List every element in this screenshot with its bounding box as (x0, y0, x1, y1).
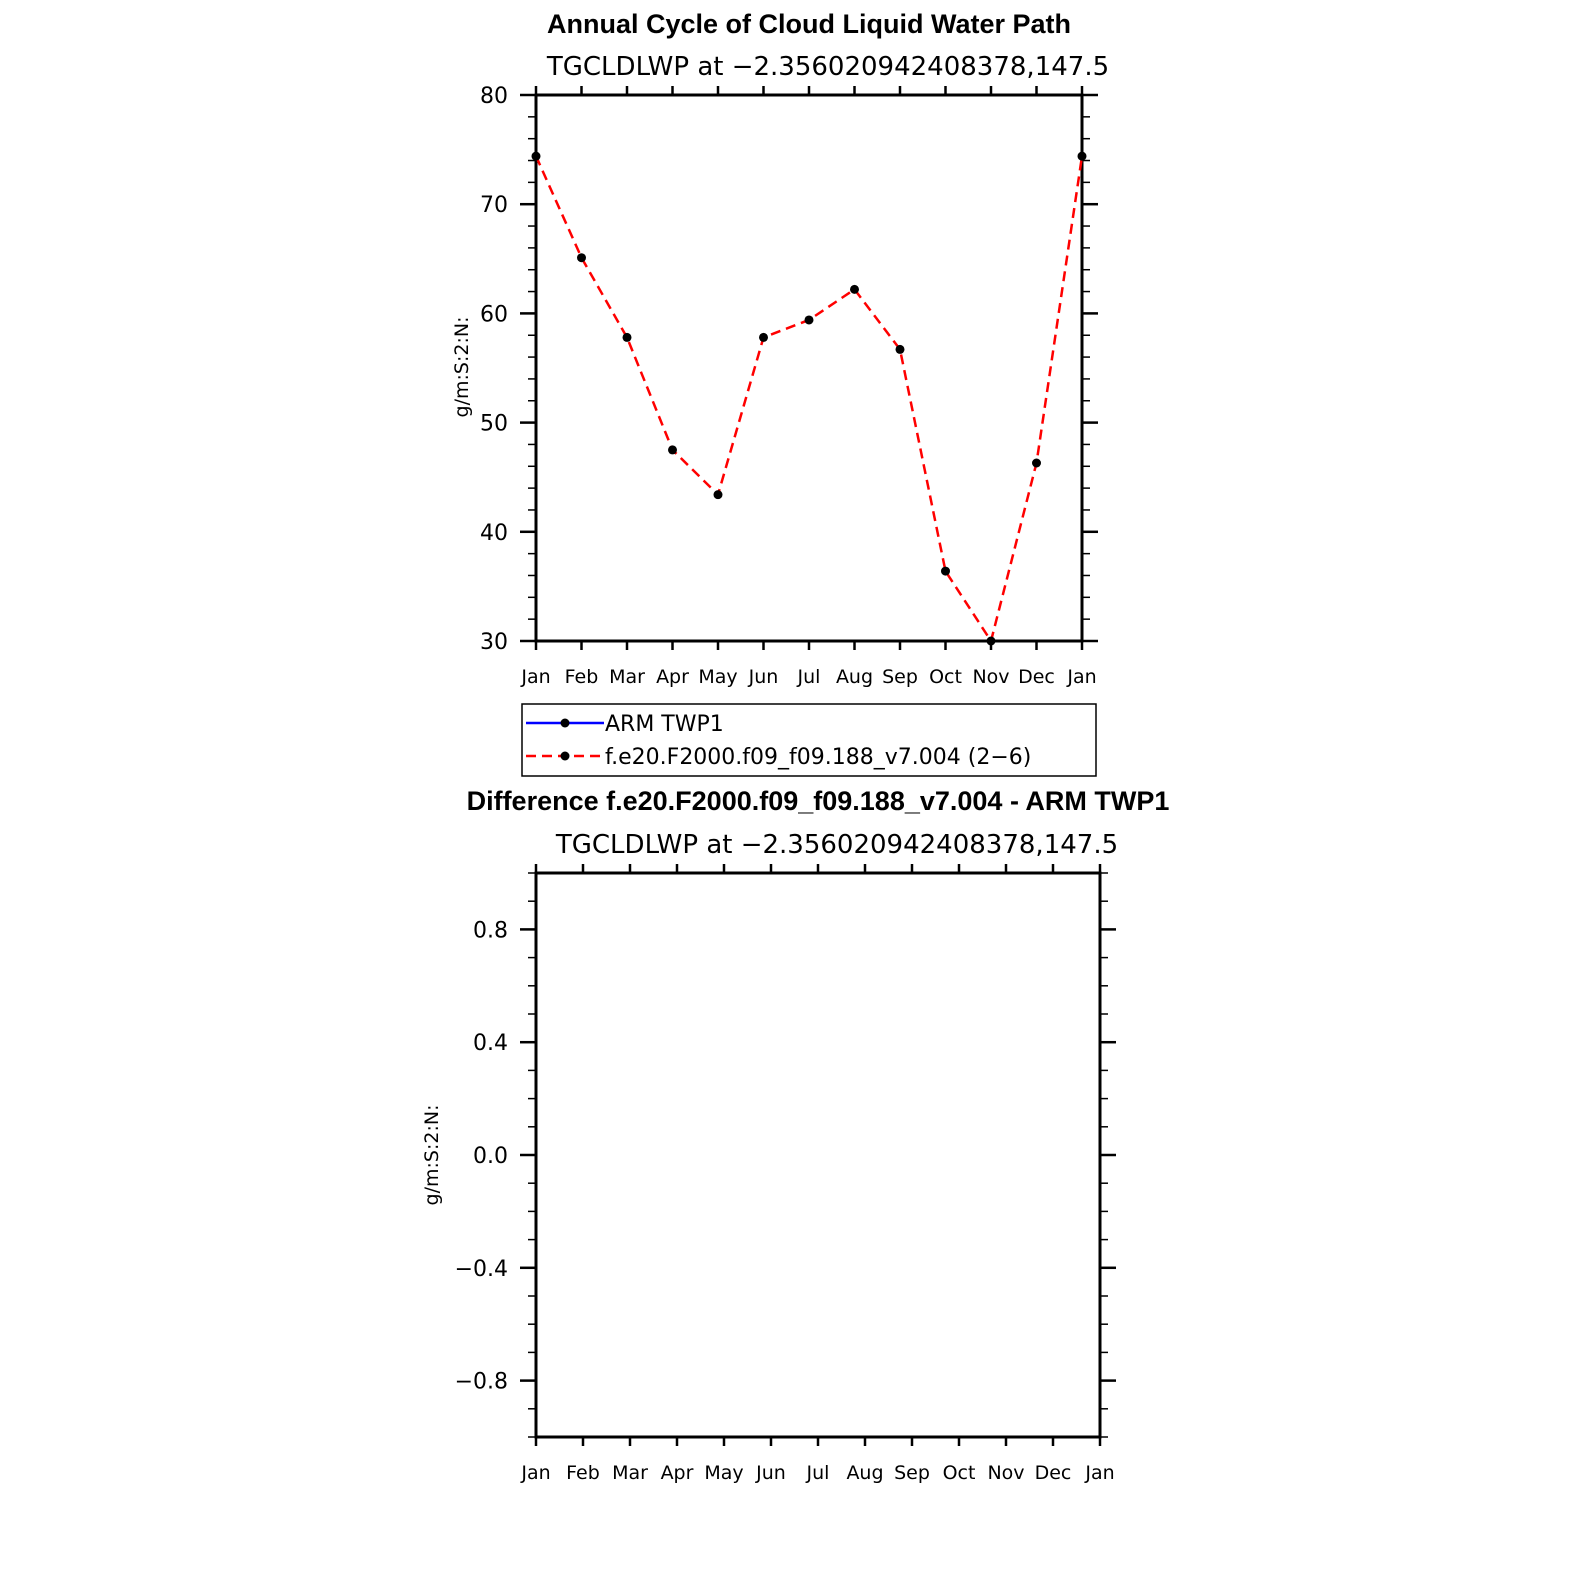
data-point (987, 637, 996, 646)
x-tick-label: Mar (609, 666, 645, 688)
data-point (668, 445, 677, 454)
data-point (1032, 459, 1041, 468)
x-tick-label: Feb (566, 1462, 600, 1484)
legend-marker-model (561, 752, 570, 761)
y-tick-label: 0.0 (473, 1144, 508, 1169)
x-tick-labels (520, 666, 1096, 688)
legend-label-model: f.e20.F2000.f09_f09.188_v7.004 (2−6) (605, 745, 1032, 770)
x-tick-label: Sep (882, 666, 918, 688)
y-axis-label-difference: g/m:S:2:N: (421, 1104, 443, 1206)
x-tick-label: Jun (756, 1462, 786, 1484)
legend-marker-obs (561, 719, 570, 728)
y-tick-labels-difference (455, 918, 508, 1394)
data-point (532, 152, 541, 161)
x-tick-label: Aug (846, 1462, 884, 1484)
data-point (577, 253, 586, 262)
tick-marks (520, 86, 1098, 650)
x-tick-label: Aug (835, 666, 874, 688)
data-point (805, 315, 814, 324)
data-point (850, 285, 859, 294)
x-tick-label: Nov (972, 666, 1010, 688)
plot-frame (536, 95, 1082, 641)
chart-subtitle: TGCLDLWP at −2.356020942408378,147.5 (546, 52, 1110, 82)
x-tick-label: Dec (1018, 666, 1055, 688)
y-tick-label: 0.4 (473, 1031, 508, 1057)
x-tick-label: Apr (660, 1462, 694, 1484)
y-tick-label: −0.4 (454, 1256, 508, 1282)
data-point (714, 490, 723, 499)
data-point (623, 333, 632, 342)
y-tick-label: 40 (480, 520, 508, 546)
y-tick-label: 30 (480, 630, 508, 655)
y-tick-label: 80 (480, 84, 508, 109)
plot-frame-difference (536, 873, 1100, 1437)
chart-subtitle-difference: TGCLDLWP at −2.356020942408378,147.5 (555, 830, 1119, 860)
x-tick-label: Feb (564, 666, 599, 688)
x-tick-label: Jan (521, 1462, 551, 1484)
x-tick-label: Oct (942, 1462, 976, 1484)
x-tick-label: Nov (987, 1462, 1025, 1484)
x-tick-label: May (698, 666, 738, 688)
tick-marks-difference (520, 864, 1116, 1446)
data-point (941, 567, 950, 576)
x-tick-label: Jun (748, 666, 779, 688)
panel-annual-cycle (451, 9, 1109, 776)
legend-label-obs: ARM TWP1 (605, 712, 724, 737)
x-tick-label: Jan (1067, 666, 1097, 688)
data-point (896, 345, 905, 354)
x-tick-label: Oct (929, 666, 962, 688)
series-line (536, 156, 1082, 641)
x-tick-labels-difference (520, 1462, 1114, 1484)
x-tick-label: Jan (1085, 1462, 1115, 1484)
panel-difference (421, 786, 1169, 1484)
data-point (759, 333, 768, 342)
y-tick-label: 70 (480, 193, 508, 219)
y-tick-label: 60 (480, 302, 508, 328)
x-tick-label: Apr (656, 666, 689, 688)
y-tick-labels (480, 84, 508, 655)
legend (522, 704, 1096, 776)
y-axis-label: g/m:S:2:N: (451, 316, 473, 418)
y-tick-label: 50 (480, 411, 508, 437)
x-tick-label: Jan (521, 666, 551, 688)
chart-title: Annual Cycle of Cloud Liquid Water Path (546, 9, 1072, 39)
x-tick-label: Mar (612, 1462, 648, 1484)
x-tick-label: Dec (1034, 1462, 1072, 1484)
y-tick-label: 0.8 (473, 918, 508, 944)
x-tick-label: Jul (797, 666, 821, 688)
chart-title-difference: Difference f.e20.F2000.f09_f09.188_v7.004 - ARM TWP1 (466, 786, 1170, 816)
x-tick-label: Jul (806, 1462, 830, 1484)
y-tick-label: −0.8 (454, 1369, 508, 1395)
series-layer (532, 152, 1087, 646)
x-tick-label: Sep (894, 1462, 930, 1484)
x-tick-label: May (704, 1462, 744, 1484)
data-point (1078, 152, 1087, 161)
